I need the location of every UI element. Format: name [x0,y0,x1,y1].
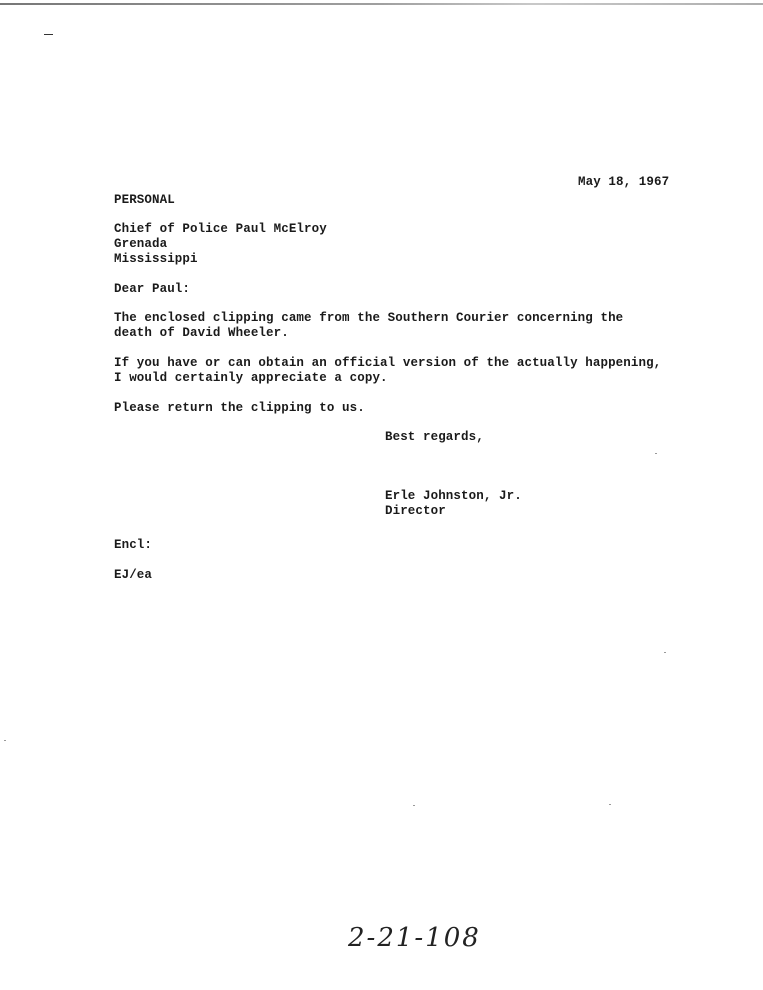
margin-mark [44,34,53,35]
body-paragraph-2-line-2: I would certainly appreciate a copy. [114,371,388,385]
signer-name: Erle Johnston, Jr. [385,489,522,503]
body-paragraph-3: Please return the clipping to us. [114,401,365,415]
salutation: Dear Paul: [114,282,191,296]
scan-speck [655,453,657,454]
scan-speck [4,740,6,741]
personal-marking: PERSONAL [114,193,175,207]
closing: Best regards, [385,430,484,444]
recipient-line-2: Grenada [114,237,168,251]
body-paragraph-2-line-1: If you have or can obtain an official version of the actually happening, [114,356,662,370]
enclosure-note: Encl: [114,538,153,552]
archive-number: 2-21-108 [348,923,481,953]
body-paragraph-1-line-2: death of David Wheeler. [114,326,289,340]
scan-speck [413,805,415,806]
page-top-edge [0,3,763,5]
scan-speck [609,804,611,805]
letter-date: May 18, 1967 [578,175,670,189]
signer-title: Director [385,504,446,518]
recipient-line-3: Mississippi [114,252,198,266]
scan-speck [664,652,666,653]
body-paragraph-1-line-1: The enclosed clipping came from the Southern Courier concerning the [114,311,624,325]
recipient-line-1: Chief of Police Paul McElroy [114,222,327,236]
typist-initials: EJ/ea [114,568,153,582]
